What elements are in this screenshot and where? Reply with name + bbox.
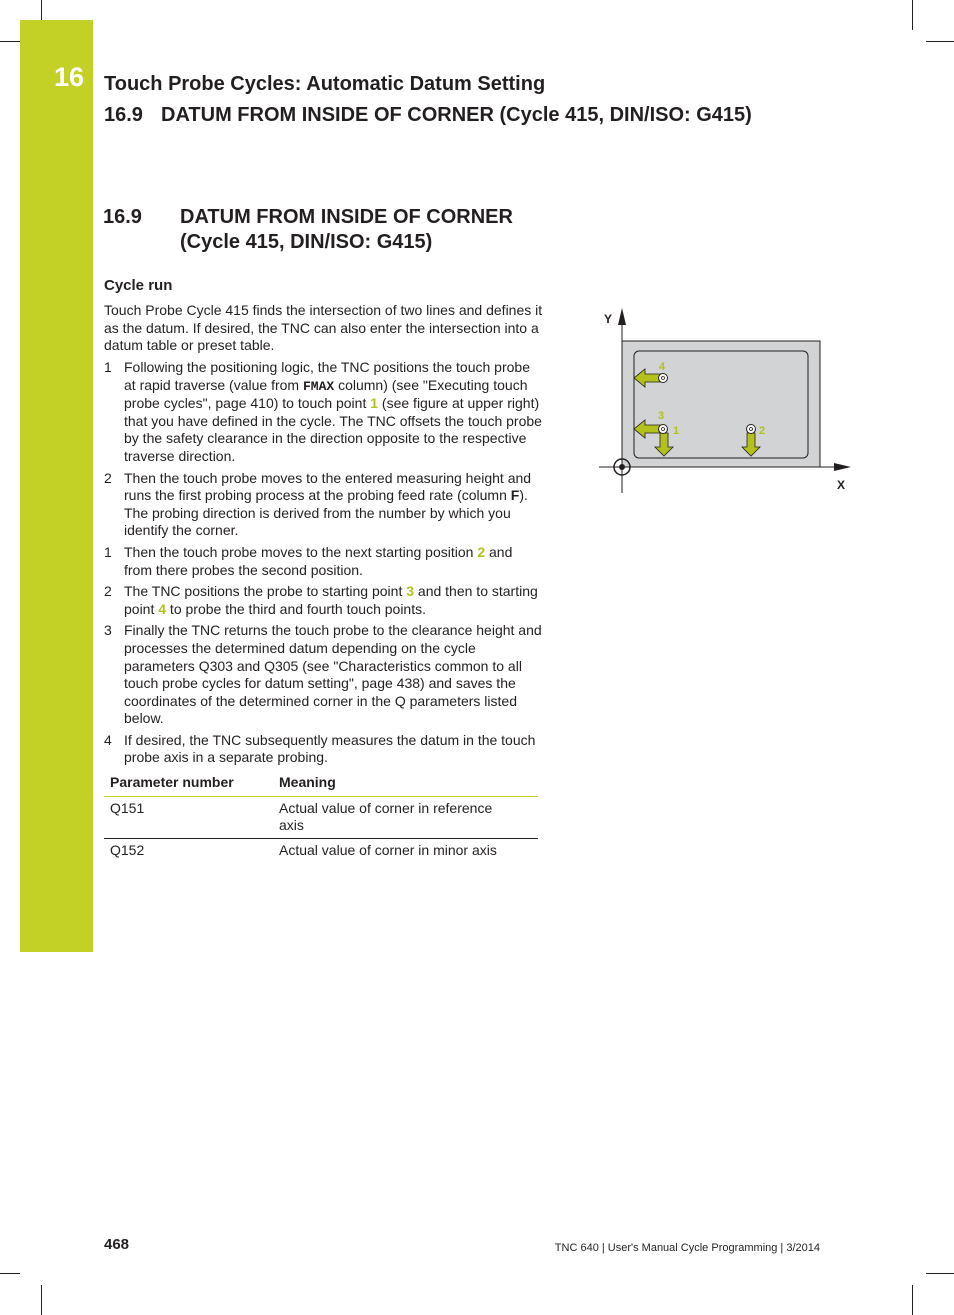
crop-mark	[926, 41, 954, 42]
point-label: 4	[659, 361, 666, 373]
crop-mark	[926, 1273, 954, 1274]
list-item: 2 Then the touch probe moves to the entered measuring height and runs the first probing process at the probing feed rate (column F). The probing direction is derived from the number by which you identify the corner.	[104, 469, 532, 539]
section-number: 16.9	[103, 206, 142, 228]
crop-mark	[912, 1285, 913, 1315]
parameter-table	[104, 774, 538, 863]
point-label: 1	[673, 425, 680, 437]
point-ref: 2	[477, 543, 486, 560]
point-label: 3	[658, 410, 665, 422]
subheading-cycle-run: Cycle run	[104, 277, 173, 294]
running-header-title: Touch Probe Cycles: Automatic Datum Setting	[104, 73, 546, 95]
table-cell: Q151	[104, 797, 273, 839]
touch-point-icon	[747, 425, 756, 434]
running-header-section-title: DATUM FROM INSIDE OF CORNER (Cycle 415, DIN/ISO: G415)	[161, 104, 752, 126]
chapter-sidebar	[20, 20, 93, 952]
running-header-section-number: 16.9	[104, 104, 143, 126]
table-cell: Q152	[110, 842, 145, 858]
point-ref: 1	[370, 395, 379, 412]
table-row	[104, 839, 538, 864]
list-item: 4 If desired, the TNC subsequently measures the datum in the touch probe axis in a separate probing.	[104, 731, 536, 766]
intro-paragraph: Touch Probe Cycle 415 finds the intersection of two lines and defines it as the datum. If desired, the TNC can also enter the intersection into a datum table or preset table.	[104, 302, 543, 354]
footer-text: TNC 640 | User's Manual Cycle Programming | 3/2014	[554, 1242, 820, 1254]
crop-mark	[0, 41, 20, 42]
point-ref: 3	[406, 583, 415, 600]
column-f: F	[510, 487, 520, 504]
crop-mark	[41, 1285, 42, 1315]
list-item: 3 Finally the TNC returns the touch probe to the clearance height and processes the determined datum depending on the cycle parameters Q303 and Q305 (see "Characteristics common to all touch probe cycles for datum setting", page 438) and saves the coordinates of the determined corner in the Q parameters listed below.	[104, 622, 542, 727]
y-axis-label: Y	[604, 312, 613, 326]
y-axis-arrow-icon	[618, 308, 626, 325]
crop-mark	[0, 1273, 20, 1274]
table-row	[104, 797, 538, 839]
x-axis-arrow-icon	[834, 463, 851, 471]
table-cell: Actual value of corner in reference axis	[273, 797, 538, 839]
list-item: 1 Then the touch probe moves to the next starting position 2 and from there probes the second position.	[104, 543, 513, 578]
table-cell: Actual value of corner in minor axis	[279, 842, 497, 858]
list-item: 2 The TNC positions the probe to starting point 3 and then to starting point 4 to probe the third and fourth touch points.	[104, 583, 538, 617]
table-header: Meaning	[273, 774, 538, 797]
running-header-section	[104, 104, 752, 127]
page-number: 468	[104, 1236, 130, 1253]
point-ref: 4	[158, 600, 167, 617]
x-axis-label: X	[837, 478, 846, 492]
chapter-number: 16	[54, 62, 85, 92]
touch-point-icon	[659, 425, 668, 434]
crop-mark	[41, 0, 42, 20]
corner-probing-figure	[596, 305, 856, 500]
point-label: 2	[759, 425, 766, 437]
crop-mark	[912, 0, 913, 30]
table-header: Parameter number	[104, 774, 273, 797]
fmax-code: FMAX	[302, 378, 335, 394]
touch-point-icon	[659, 374, 668, 383]
steps-list	[104, 359, 544, 771]
list-item: 1 Following the positioning logic, the TNC positions the touch probe at rapid traverse (value from FMAX column) (see "Executing touch probe cycles", page 410) to touch point 1 (see figure at upper right) that you have defined in the cycle. The TNC offsets the touch probe by the safety clearance in the direction opposite to the respective traverse direction.	[104, 359, 542, 464]
section-title-line1: DATUM FROM INSIDE OF CORNER	[180, 206, 513, 228]
section-title-line2: (Cycle 415, DIN/ISO: G415)	[180, 231, 433, 253]
